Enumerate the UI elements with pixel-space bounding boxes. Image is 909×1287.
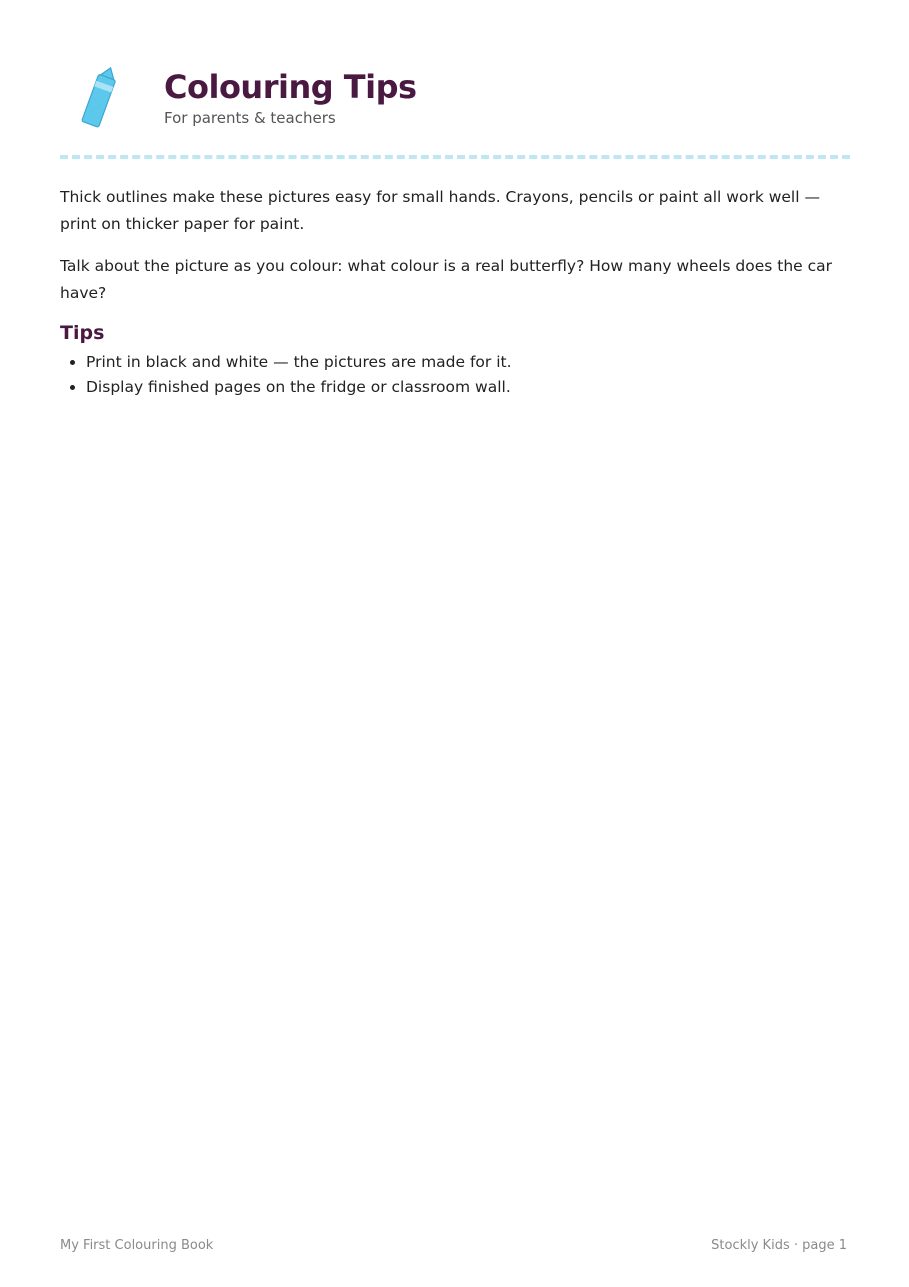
- crayon-icon: [78, 64, 122, 130]
- footer-page-number: Stockly Kids · page 1: [711, 1238, 847, 1253]
- intro-paragraph: Thick outlines make these pictures easy for small hands. Crayons, pencils or paint all work well — print on thicker paper for paint.: [60, 188, 820, 233]
- dashed-divider: [60, 155, 850, 159]
- list-item: • Display finished pages on the fridge or classroom wall.: [86, 375, 850, 400]
- tips-heading: Tips: [60, 322, 105, 344]
- page-subtitle: For parents & teachers: [164, 109, 336, 127]
- page-header: [60, 58, 850, 138]
- list-item: • Print in black and white — the pictures are made for it.: [86, 350, 850, 375]
- tips-list: [60, 350, 850, 400]
- footer-book-title: My First Colouring Book: [60, 1238, 214, 1253]
- discussion-paragraph: Talk about the picture as you colour: what colour is a real butterfly? How many wheels does the car have?: [60, 257, 832, 302]
- page-title: Colouring Tips: [164, 68, 417, 106]
- main-content: [60, 184, 850, 400]
